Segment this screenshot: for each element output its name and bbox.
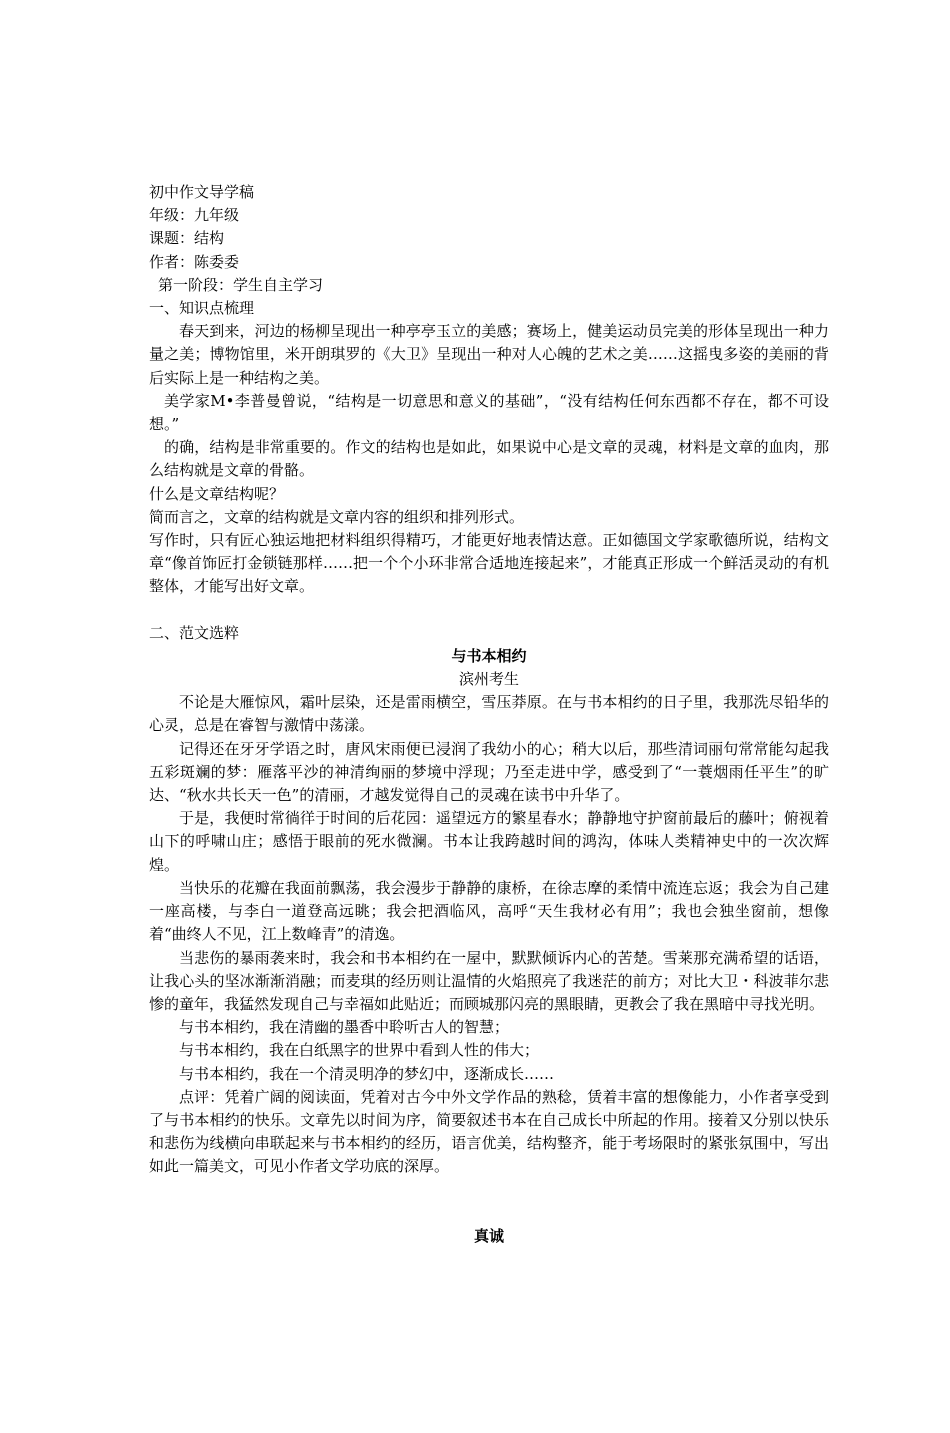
essay-comment: 点评：凭着广阔的阅读面，凭着对古今中外文学作品的熟稔，赁着丰富的想像能力，小作者享受到了与书本相约的快乐。文章先以时间为序，简要叙述书本在自己成长中所起的作用。接着又分别以快乐和悲伤为线横向串联起来与书本相约的经历，语言优美，结构整齐，能于考场限时的紧张氛围中，写出如此一篇美文，可见小作者文学功底的深厚。 [149, 1087, 829, 1176]
section1-paragraph-1: 春天到来，河边的杨柳呈现出一种亭亭玉立的美感；赛场上，健美运动员完美的形体呈现出一种力量之美；博物馆里，米开朗琪罗的《大卫》呈现出一种对人心魄的艺术之美……这摇曳多姿的美丽的背后实际上是一种结构之美。 [149, 322, 829, 387]
spacer [149, 599, 829, 622]
next-essay-title: 真诚 [473, 1226, 504, 1245]
essay-paragraph: 与书本相约，我在一个清灵明净的梦幻中，逐渐成长…… [179, 1064, 555, 1083]
spacer [149, 1179, 829, 1225]
essay-paragraph: 不论是大雁惊风，霜叶层染，还是雷雨横空，雪压莽原。在与书本相约的日子里，我那洗尽铅华的心灵，总是在睿智与激情中荡漾。 [149, 693, 829, 735]
essay-paragraph: 于是，我便时常徜徉于时间的后花园：遥望远方的繁星春水；静静地守护窗前最后的藤叶；俯视着山下的呼啸山庄；感悟于眼前的死水微澜。书本让我跨越时间的鸿沟，体味人类精神史中的一次次辉煌。 [149, 809, 829, 874]
section1-heading: 一、知识点梳理 [149, 299, 255, 318]
stage-line: 第一阶段：学生自主学习 [158, 275, 324, 294]
essay-paragraph: 记得还在牙牙学语之时，唐风宋雨便已浸润了我幼小的心；稍大以后，那些清词丽句常常能勾起我五彩斑斓的梦：雁落平沙的神清绚丽的梦境中浮现；乃至走进中学，感受到了“一蓑烟雨任平生”的旷达、“秋水共长天一色”的清丽，才越发觉得自己的灵魂在读书中升华了。 [149, 739, 829, 805]
essay-paragraph: 当快乐的花瓣在我面前飘荡，我会漫步于静静的康桥，在徐志摩的柔情中流连忘返；我会为自己建一座高楼，与李白一道登高远眺；我会把酒临风，高呼“天生我材必有用”；我也会独坐窗前，想像着“曲终人不见，江上数峰青”的清逸。 [149, 878, 829, 944]
topic-line: 课题：结构 [149, 229, 225, 248]
essay-title: 与书本相约 [451, 646, 527, 665]
doc-title: 初中作文导学稿 [149, 183, 255, 201]
essay-paragraph: 与书本相约，我在清幽的墨香中聆听古人的智慧； [179, 1018, 510, 1037]
essay-paragraph: 当悲伤的暴雨袭来时，我会和书本相约在一屋中，默默倾诉内心的苦楚。雪莱那充满希望的话语，让我心头的坚冰渐渐消融；而麦琪的经历则让温情的火焰照亮了我迷茫的前方；对比大卫・科波菲尔悲惨的童年，我猛然发现自己与幸福如此贴近；而顾城那闪亮的黑眼睛，更教会了我在黑暗中寻找光明。 [149, 948, 829, 1013]
section1-paragraph-3: 的确，结构是非常重要的。作文的结构也是如此，如果说中心是文章的灵魂，材料是文章的血肉，那么结构就是文章的骨骼。 [149, 438, 829, 480]
section1-paragraph-4: 什么是文章结构呢？ [149, 484, 285, 503]
essay-paragraph: 与书本相约，我在白纸黑字的世界中看到人性的伟大； [179, 1041, 540, 1060]
grade-line: 年级：九年级 [149, 206, 240, 225]
section1-paragraph-6: 写作时，只有匠心独运地把材料组织得精巧，才能更好地表情达意。正如德国文学家歌德所说，结构文章“像首饰匠打金锁链那样……把一个个小环非常合适地连接起来”，才能真正形成一个鲜活灵动的有机整体，才能写出好文章。 [149, 531, 829, 596]
author-line: 作者：陈委委 [149, 252, 240, 271]
section2-heading: 二、范文选粹 [149, 623, 240, 642]
section1-paragraph-2: 美学家M•李普曼曾说，“结构是一切意思和意义的基础”，“没有结构任何东西都不存在，都不可设想。” [149, 391, 829, 434]
section1-paragraph-5: 简而言之，文章的结构就是文章内容的组织和排列形式。 [149, 507, 525, 526]
document-page [149, 181, 829, 1248]
essay-author: 滨州考生 [458, 670, 519, 689]
